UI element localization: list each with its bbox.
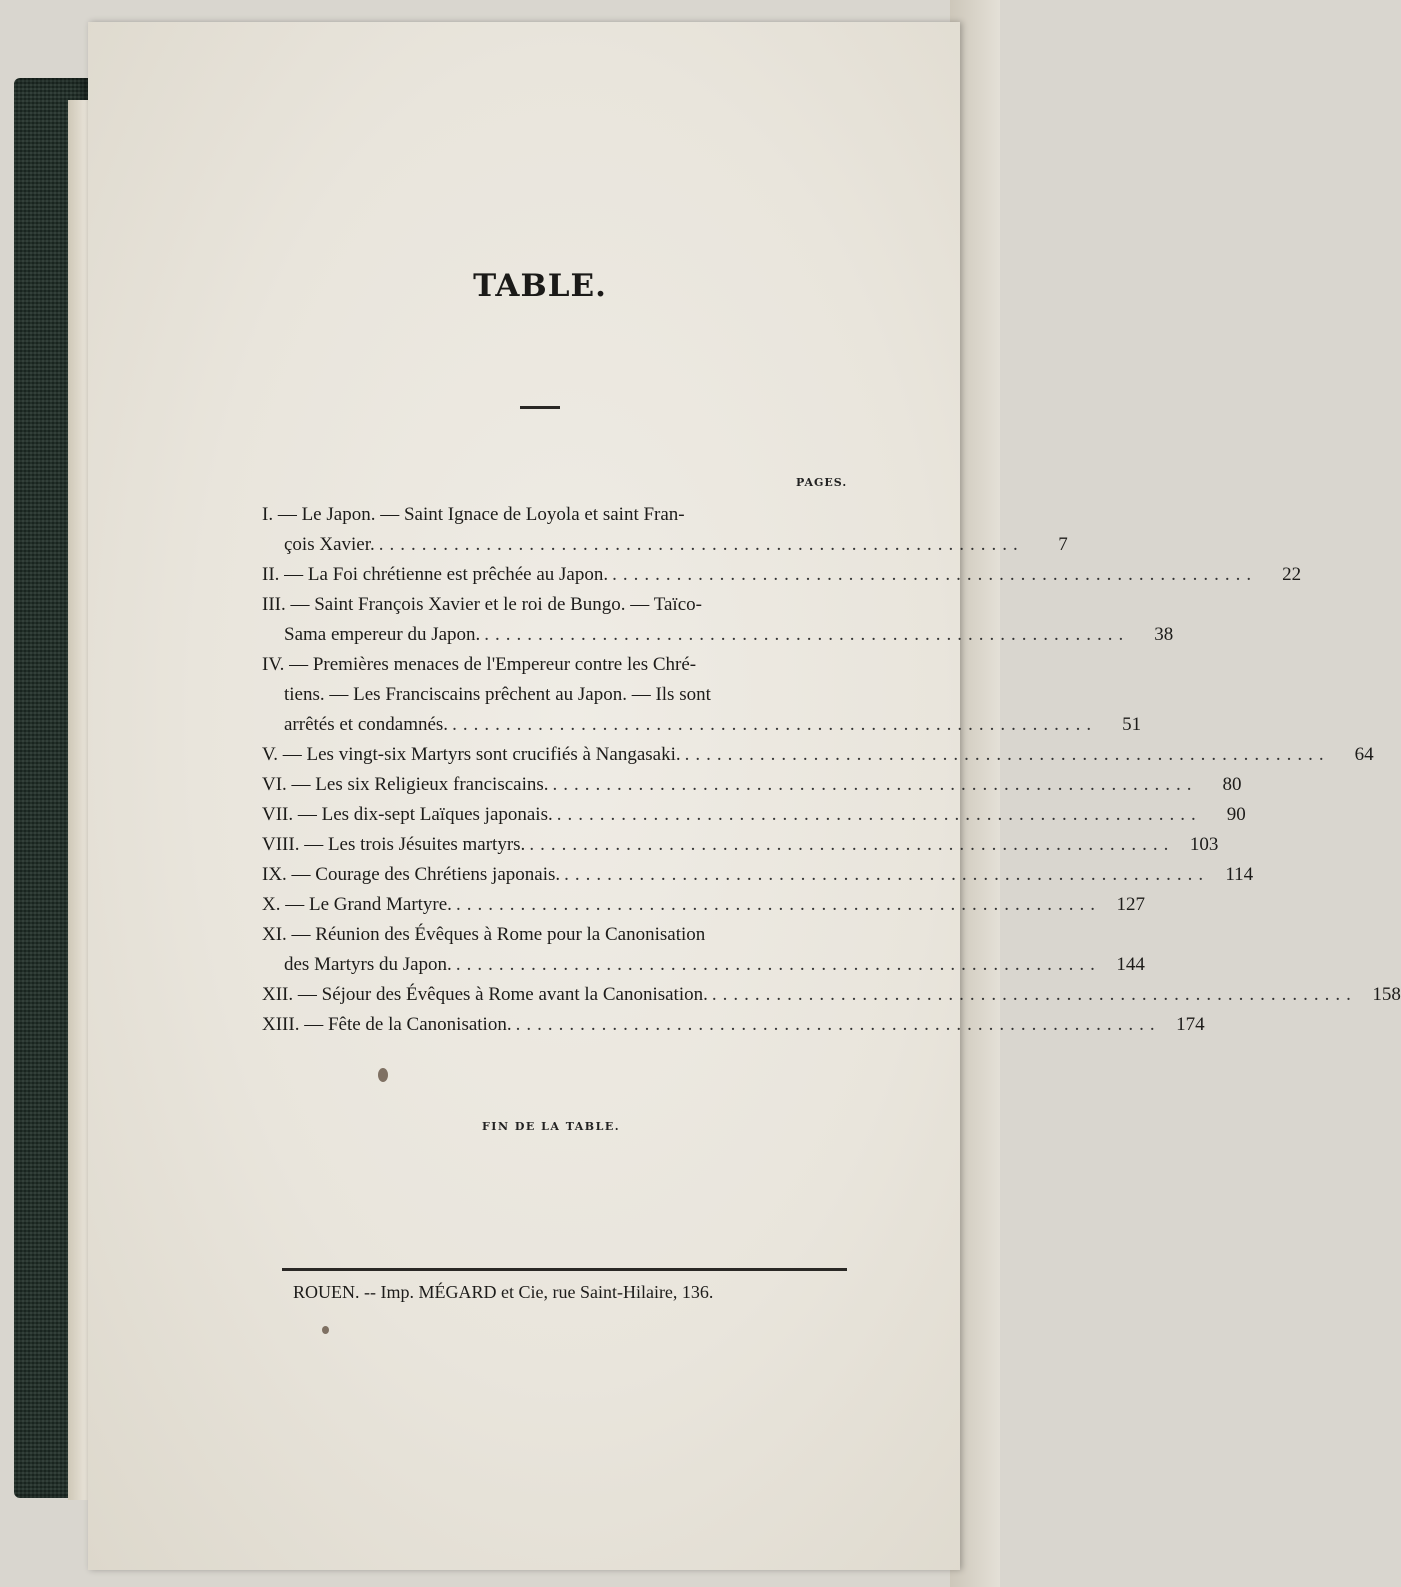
dot-leader: ............................................................ <box>711 984 1357 1005</box>
toc-entry <box>262 920 1145 980</box>
toc-entry-line <box>262 920 852 950</box>
toc-page-number: 103 <box>1189 834 1219 855</box>
toc-entry-line <box>262 560 1302 590</box>
toc-entry-text: IX. — Courage des Chrétiens japonais. <box>262 864 561 885</box>
toc-entry <box>262 770 1242 800</box>
toc-entry-text: XI. — Réunion des Évêques à Rome pour la Canonisation <box>262 924 706 945</box>
toc-page-number: 22 <box>1282 564 1302 585</box>
toc-entry-text: VI. — Les six Religieux franciscains. <box>262 774 549 795</box>
toc-entry <box>262 650 1142 740</box>
dot-leader: ............................................................ <box>552 774 1198 795</box>
dot-leader: ............................................................ <box>452 714 1098 735</box>
toc-entry-line <box>262 950 1145 980</box>
toc-entry-line <box>262 770 1242 800</box>
toc-page-number: 90 <box>1226 804 1246 825</box>
toc-entry <box>262 1010 1205 1040</box>
dot-leader: ............................................................ <box>564 864 1210 885</box>
toc-entry <box>262 740 1374 770</box>
toc-entry-line <box>262 830 1219 860</box>
toc-entry <box>262 830 1219 860</box>
toc-entry-line <box>262 620 1174 650</box>
toc-entry-line <box>262 1010 1205 1040</box>
toc-entry-text: VIII. — Les trois Jésuites martyrs. <box>262 834 526 855</box>
dot-leader: ............................................................ <box>455 894 1101 915</box>
toc-entry-text: III. — Saint François Xavier et le roi de Bungo. — Taïco- <box>262 594 702 615</box>
toc-entry-text: tiens. — Les Franciscains prêchent au Japon. — Ils sont <box>284 684 711 705</box>
toc-page-number: 80 <box>1222 774 1242 795</box>
toc-entry-text: arrêtés et condamnés. <box>284 714 449 735</box>
page-title: TABLE. <box>473 268 607 304</box>
toc-page-number: 64 <box>1354 744 1374 765</box>
toc-entry-text: des Martyrs du Japon. <box>284 954 452 975</box>
dot-leader: ............................................................ <box>556 804 1202 825</box>
dot-leader: ............................................................ <box>515 1014 1161 1035</box>
toc-entry-line <box>262 800 1246 830</box>
dot-leader: ............................................................ <box>484 624 1130 645</box>
toc-entry-text: çois Xavier. <box>284 534 375 555</box>
toc-page-number: 144 <box>1116 954 1145 975</box>
toc-page-number: 127 <box>1116 894 1145 915</box>
dot-leader: ............................................................ <box>684 744 1330 765</box>
toc-entry-line <box>262 530 1068 560</box>
toc-entry <box>262 890 1145 920</box>
toc-page-number: 158 <box>1372 984 1401 1005</box>
dot-leader: ............................................................ <box>529 834 1175 855</box>
toc-entry <box>262 980 1401 1010</box>
title-divider <box>520 406 560 409</box>
toc-entry-line <box>262 740 1374 770</box>
toc-entry-line <box>262 500 852 530</box>
toc-entry-text: Sama empereur du Japon. <box>284 624 481 645</box>
toc-page-number: 114 <box>1225 864 1254 885</box>
toc-entry <box>262 500 1068 560</box>
toc-entry-text: X. — Le Grand Martyre. <box>262 894 452 915</box>
toc-entry-text: V. — Les vingt-six Martyrs sont crucifiés à Nangasaki. <box>262 744 681 765</box>
toc-entry <box>262 860 1254 890</box>
toc-entry-text: VII. — Les dix-sept Laïques japonais. <box>262 804 553 825</box>
toc-entry <box>262 590 1174 650</box>
toc-entry-line <box>262 890 1145 920</box>
toc-page-number: 174 <box>1176 1014 1205 1035</box>
toc-entry-line <box>262 980 1401 1010</box>
toc-entry-line <box>262 680 852 710</box>
foxing-spot <box>378 1068 388 1082</box>
toc-page-number: 38 <box>1154 624 1174 645</box>
dot-leader: ............................................................ <box>455 954 1101 975</box>
dot-leader: ............................................................ <box>612 564 1258 585</box>
toc-page-number: 7 <box>1058 534 1068 555</box>
toc-page-number: 51 <box>1122 714 1142 735</box>
printer-imprint: ROUEN. -- Imp. MÉGARD et Cie, rue Saint-Hilaire, 136. <box>293 1282 714 1302</box>
table-of-contents <box>262 500 1401 1040</box>
toc-entry-text: I. — Le Japon. — Saint Ignace de Loyola et saint Fran- <box>262 504 685 525</box>
toc-entry-line <box>262 860 1254 890</box>
foxing-spot <box>322 1326 329 1334</box>
toc-entry-text: II. — La Foi chrétienne est prêchée au Japon. <box>262 564 609 585</box>
imprint-divider <box>282 1268 847 1271</box>
toc-entry <box>262 800 1246 830</box>
toc-entry-text: XIII. — Fête de la Canonisation. <box>262 1014 512 1035</box>
dot-leader: ............................................................ <box>378 534 1024 555</box>
end-of-table-label: FIN DE LA TABLE. <box>482 1120 621 1133</box>
toc-entry-line <box>262 650 852 680</box>
toc-entry-text: IV. — Premières menaces de l'Empereur contre les Chré- <box>262 654 697 675</box>
toc-entry-text: XII. — Séjour des Évêques à Rome avant la Canonisation. <box>262 984 708 1005</box>
toc-entry-line <box>262 590 852 620</box>
toc-entry-line <box>262 710 1142 740</box>
toc-entry <box>262 560 1302 590</box>
pages-column-label: PAGES. <box>796 476 848 489</box>
